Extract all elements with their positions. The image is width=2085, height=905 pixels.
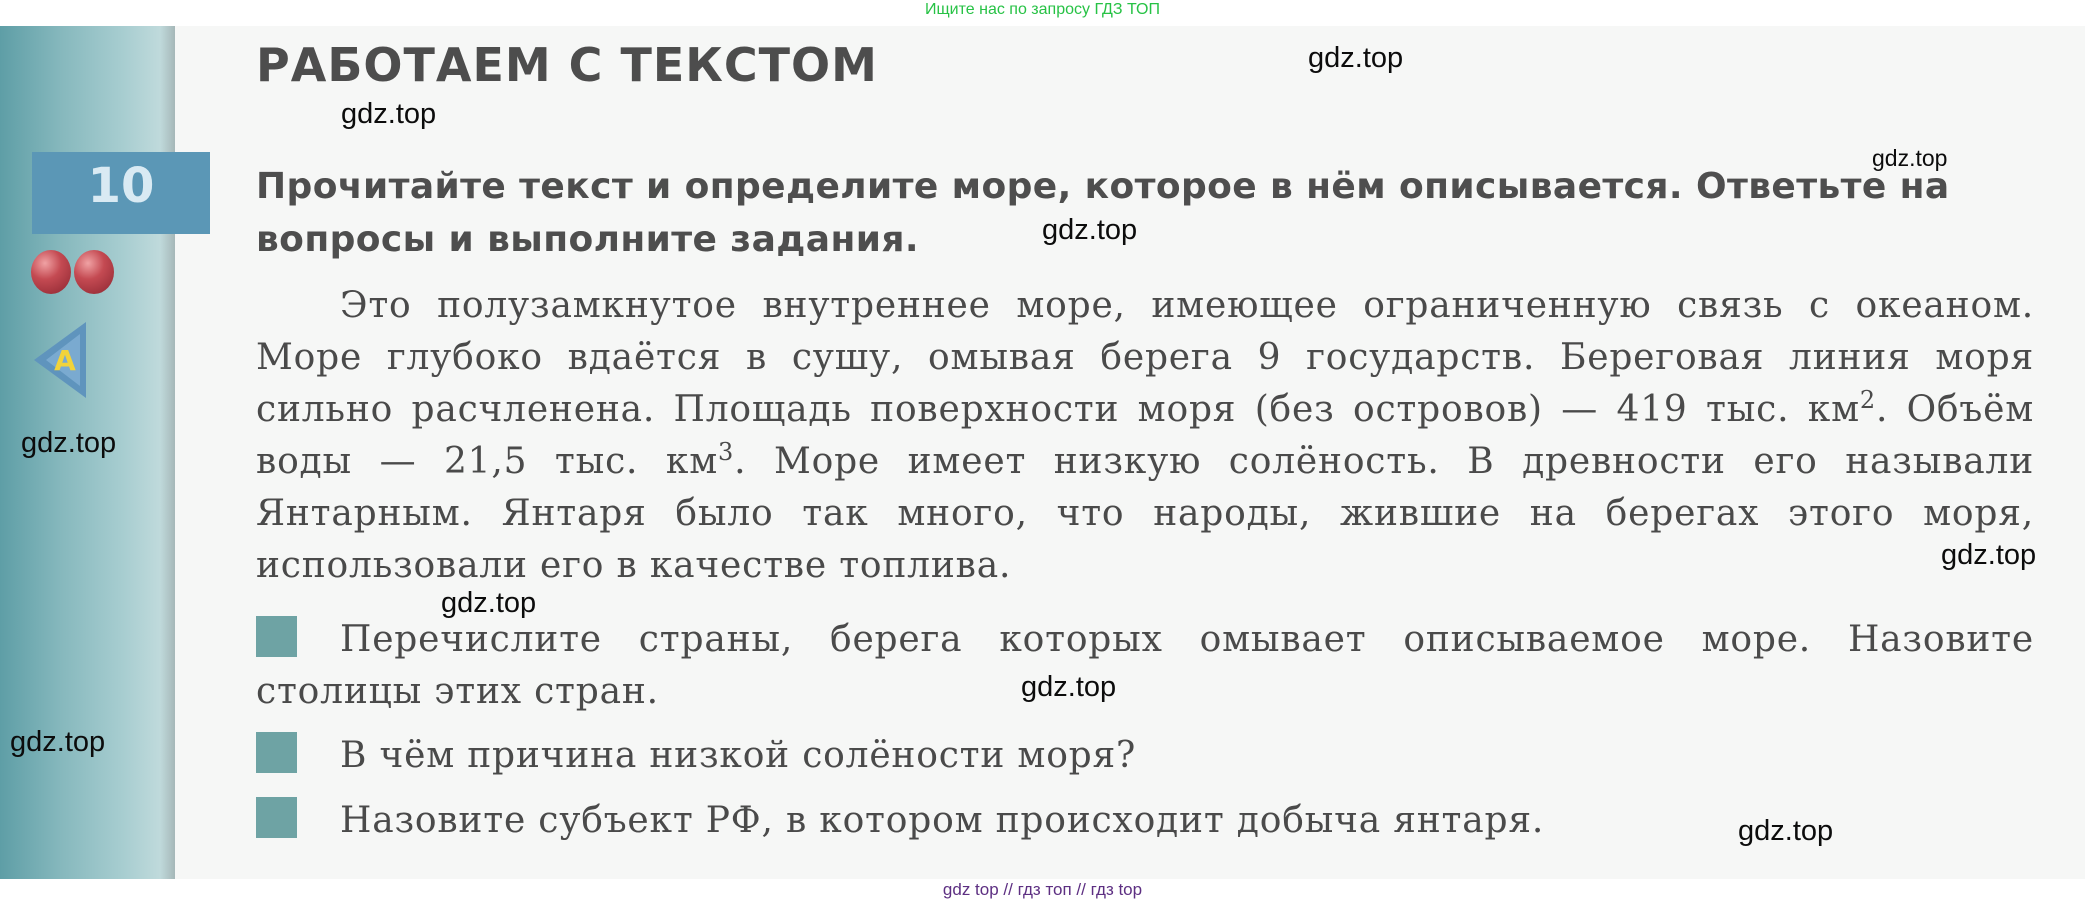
question-1: Перечислите страны, берега которых омывает описываемое море. Назовите столицы этих стран. <box>256 619 2034 712</box>
text-part-1: Это полузамкнутое внутреннее море, имеющее ограниченную связь с океаном. Море глубоко вдаётся в сушу, омывая берега 9 государств. Береговая линия моря сильно расчленена. Площадь поверхности моря (без островов) — 419 тыс. км <box>256 285 2034 430</box>
superscript-3: 3 <box>718 438 735 466</box>
bottom-footer-link[interactable]: gdz top // гдз топ // гдз top <box>942 880 1143 899</box>
question-2: В чём причина низкой солёности моря? <box>340 735 1137 776</box>
watermark: gdz.top <box>1021 671 1117 703</box>
watermark: gdz.top <box>21 427 117 459</box>
sea-description-text <box>256 280 2037 592</box>
watermark: gdz.top <box>1738 815 1834 847</box>
watermark: gdz.top <box>1872 145 1948 171</box>
watermark: gdz.top <box>441 587 537 619</box>
watermark: gdz.top <box>1308 42 1404 74</box>
difficulty-dot-icon <box>74 250 114 294</box>
level-a-arrow-icon <box>32 320 88 400</box>
watermark: gdz.top <box>1042 214 1138 246</box>
watermark: gdz.top <box>10 726 106 758</box>
text-part-2: . Объём воды — 21,5 тыс. км <box>256 389 2034 482</box>
watermark: gdz.top <box>341 98 437 130</box>
watermark: gdz.top <box>1941 539 2037 571</box>
superscript-2: 2 <box>1859 386 1876 414</box>
text-part-3: . Море имеет низкую солёность. В древности его называли Янтарным. Янтаря было так много, что народы, жившие на берегах этого моря, использовали его в качестве топлива. <box>256 441 2034 586</box>
level-letter: А <box>54 344 76 377</box>
question-3: Назовите субъект РФ, в котором происходит добыча янтаря. <box>340 800 1545 841</box>
difficulty-dot-icon <box>31 250 71 294</box>
section-title: РАБОТАЕМ С ТЕКСТОМ <box>256 38 878 92</box>
task-instruction: Прочитайте текст и определите море, которое в нём описывается. Ответьте на вопросы и выполните задания. <box>256 166 1950 260</box>
task-number: 10 <box>87 158 155 214</box>
top-search-hint-link[interactable]: Ищите нас по запросу ГДЗ ТОП <box>925 1 1160 18</box>
